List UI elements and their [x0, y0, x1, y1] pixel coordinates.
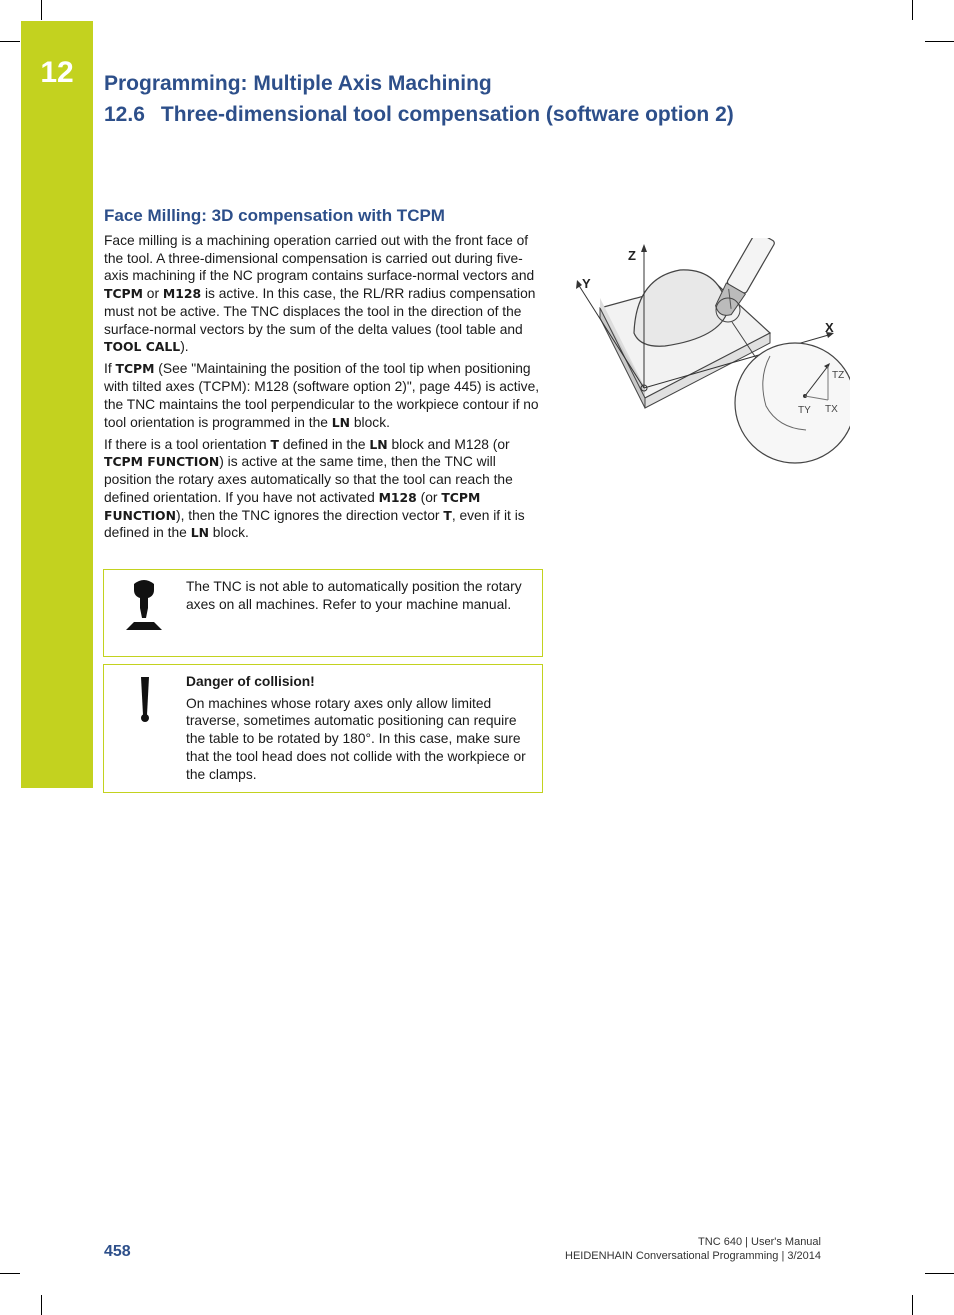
footer-info: [565, 1235, 821, 1263]
axis-x-label: X: [825, 320, 834, 335]
danger-body: On machines whose rotary axes only allow limited traverse, sometimes automatic positioning can require the table to be rotated by 180°. In this case, make sure that the tool head does not collide with the workpiece or the clamps.: [186, 695, 526, 782]
danger-note: [103, 664, 543, 793]
crop-mark: [41, 1295, 42, 1315]
vector-tz-label: TZ: [832, 370, 845, 381]
chapter-tab: [21, 21, 93, 788]
crop-mark: [0, 1273, 20, 1274]
section-title: [104, 103, 734, 127]
axis-z-label: Z: [628, 248, 636, 263]
machine-note-text: The TNC is not able to automatically position the rotary axes on all machines. Refer to your machine manual.: [186, 579, 522, 612]
section-heading: Face Milling: 3D compensation with TCPM: [104, 206, 445, 225]
crop-mark: [0, 41, 20, 42]
exclamation-icon: [104, 665, 186, 792]
page-number: 458: [104, 1243, 131, 1260]
danger-note-text: [186, 673, 534, 787]
crop-mark: [912, 1295, 913, 1315]
vector-ty-label: TY: [798, 405, 811, 416]
crop-mark: [41, 0, 42, 20]
chapter-number: 12: [40, 56, 74, 89]
machine-note: [103, 569, 543, 657]
paragraph: If there is a tool orientation T defined in the LN block and M128 (or TCPM FUNCTION) is active at the same time, then the TNC will position the rotary axes automatically so that the tool can reach the defined orientation. If you have not activated M128 (or TCPM FUNCTION), then the TNC ignores the direction vector T, even if it is defined in the LN block.: [104, 436, 525, 541]
crop-mark: [925, 41, 954, 42]
section-title-text: Three-dimensional tool compensation (software option 2): [160, 103, 734, 126]
axis-y-label: Y: [582, 276, 591, 291]
machine-dependent-icon: [104, 570, 186, 656]
danger-title: Danger of collision!: [186, 674, 315, 689]
crop-mark: [925, 1273, 954, 1274]
paragraph: Face milling is a machining operation carried out with the front face of the tool. A three-dimensional compensation is carried out during five-axis machining if the NC program contains surface-normal vectors and TCPM or M128 is active. In this case, the RL/RR radius compensation must not be active. The TNC displaces the tool in the direction of the surface-normal vectors by the sum of the delta values (tool table and TOOL CALL).: [104, 233, 536, 355]
section-number: 12.6: [104, 103, 145, 126]
footer-line-programming: HEIDENHAIN Conversational Programming | 3/2014: [565, 1250, 821, 1262]
chapter-title: Programming: Multiple Axis Machining: [104, 72, 492, 95]
footer-line-manual: TNC 640 | User's Manual: [698, 1236, 821, 1248]
crop-mark: [912, 0, 913, 20]
tool-compensation-illustration: [570, 238, 850, 468]
paragraph: If TCPM (See "Maintaining the position of the tool tip when positioning with tilted axes (TCPM): M128 (software option 2)", page 445) is active, the TNC maintains the tool perpendicular to the workpiece contour if no tool orientation is programmed in the LN block.: [104, 361, 540, 430]
body-text: [104, 232, 544, 546]
vector-tx-label: TX: [825, 404, 838, 415]
